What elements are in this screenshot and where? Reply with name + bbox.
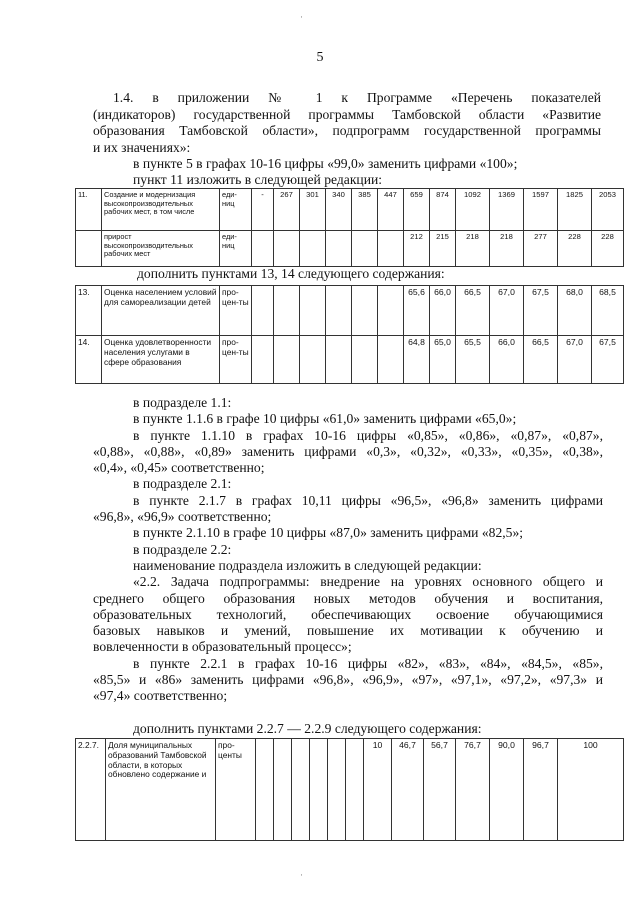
line-p11-text: пункт 11 изложить в следующей редакции:: [133, 172, 383, 187]
body-line: базовых навыков и умений, повышение их мотивации к обучению и: [93, 623, 603, 639]
value-cell: 228: [592, 231, 624, 267]
value-cell: [326, 231, 352, 267]
indicator-name-cell: Доля муниципальных образований Тамбовской области, в которых обновлено содержание и: [106, 739, 216, 841]
unit-cell: еди-ниц: [220, 189, 252, 231]
line-p11: [133, 172, 603, 188]
body-line: в пункте 2.2.1 в графах 10-16 цифры «82», «83», «84», «84,5», «85»,: [133, 655, 603, 671]
value-cell: [292, 739, 310, 841]
value-cell: -: [252, 189, 274, 231]
value-cell: 90,0: [490, 739, 524, 841]
value-cell: 340: [326, 189, 352, 231]
value-cell: 67,5: [592, 336, 624, 384]
value-cell: 46,7: [392, 739, 424, 841]
body-line: «85,5» и «86» заменить цифрами «96,8», «96,9», «97», «97,1», «97,2», «97,3» и: [93, 672, 603, 688]
value-cell: 215: [430, 231, 456, 267]
value-cell: 66,5: [456, 286, 490, 336]
body-line: в пункте 2.1.10 в графе 10 цифры «87,0» заменить цифрами «82,5»;: [133, 525, 524, 541]
intro-paragraph: [113, 90, 601, 106]
value-cell: 65,6: [404, 286, 430, 336]
row-number-cell: 2.2.7.: [76, 739, 106, 841]
indicator-name-cell: Оценка удовлетворенности населения услугами в сфере образования: [102, 336, 220, 384]
value-cell: 1092: [456, 189, 490, 231]
value-cell: 65,5: [456, 336, 490, 384]
row-number-cell: 14.: [76, 336, 102, 384]
value-cell: 68,5: [592, 286, 624, 336]
body-line: вовлеченности в образовательный процесс»;: [93, 639, 352, 655]
body-line: в подразделе 2.1:: [133, 476, 232, 492]
value-cell: [326, 336, 352, 384]
unit-cell: про-цен-ты: [220, 286, 252, 336]
value-cell: 277: [524, 231, 558, 267]
value-cell: 2053: [592, 189, 624, 231]
body-line: «0,4», «0,45» соответственно;: [93, 460, 265, 476]
table-row: [76, 286, 624, 336]
value-cell: 67,0: [558, 336, 592, 384]
page-number: 5: [316, 50, 324, 65]
value-cell: 447: [378, 189, 404, 231]
line-p5: [133, 156, 603, 172]
unit-cell: еди-ниц: [220, 231, 252, 267]
unit-cell: про-цен-ты: [220, 336, 252, 384]
value-cell: 218: [490, 231, 524, 267]
value-cell: [346, 739, 364, 841]
intro-line: (индикаторов) государственной программы Тамбовской области «Развитие: [93, 107, 601, 122]
table-row: [76, 231, 624, 267]
value-cell: [310, 739, 328, 841]
line-p5-text: в пункте 5 в графах 10-16 цифры «99,0» заменить цифрами «100»;: [133, 156, 518, 171]
value-cell: 66,0: [490, 336, 524, 384]
body-line: в подразделе 1.1:: [133, 395, 232, 410]
body-line: «0,88», «0,88», «0,89» заменить цифрами «0,3», «0,32», «0,33», «0,35», «0,38»,: [93, 443, 603, 459]
value-cell: [352, 231, 378, 267]
scan-speck: ·: [300, 870, 303, 880]
value-cell: [256, 739, 274, 841]
value-cell: 1825: [558, 189, 592, 231]
line-add227-text: дополнить пунктами 2.2.7 — 2.2.9 следующего содержания:: [133, 721, 482, 736]
body-line: в пункте 2.1.7 в графах 10,11 цифры «96,5», «96,8» заменить цифрами: [133, 492, 603, 508]
value-cell: [326, 286, 352, 336]
value-cell: [378, 286, 404, 336]
value-cell: 65,0: [430, 336, 456, 384]
value-cell: [300, 336, 326, 384]
value-cell: 56,7: [424, 739, 456, 841]
body-line: образовательных технологий, обеспечивающих освоение обучающимися: [93, 606, 603, 622]
body-line: «96,8», «96,9» соответственно;: [93, 509, 272, 525]
table-row: [76, 739, 624, 841]
line-add13-text: дополнить пунктами 13, 14 следующего содержания:: [137, 266, 445, 281]
intro-line: 1.4. в приложении № 1 к Программе «Перечень показателей: [113, 90, 601, 105]
value-cell: 64,8: [404, 336, 430, 384]
indicator-name-cell: прирост высокопроизводительных рабочих мест: [102, 231, 220, 267]
value-cell: [274, 336, 300, 384]
body-line: среднего общего образования новых методов обучения и воспитания,: [93, 590, 603, 606]
value-cell: 76,7: [456, 739, 490, 841]
table-row: [76, 336, 624, 384]
value-cell: [378, 336, 404, 384]
intro-line: образования Тамбовской области», подпрограмм государственной программы: [93, 123, 601, 139]
value-cell: [300, 231, 326, 267]
value-cell: [352, 336, 378, 384]
indicator-name-cell: Создание и модернизация высокопроизводительных рабочих мест, в том числе: [102, 189, 220, 231]
value-cell: 67,0: [490, 286, 524, 336]
value-cell: 874: [430, 189, 456, 231]
unit-cell: про-центы: [216, 739, 256, 841]
scan-speck: ·: [300, 12, 303, 22]
body-line: в пункте 1.1.10 в графах 10-16 цифры «0,85», «0,86», «0,87», «0,87»,: [133, 427, 603, 443]
body-text: [93, 395, 603, 705]
intro-paragraph-cont: [93, 107, 601, 156]
value-cell: [274, 739, 292, 841]
table-points-13-14: [75, 285, 624, 384]
value-cell: [300, 286, 326, 336]
value-cell: 212: [404, 231, 430, 267]
value-cell: 67,5: [524, 286, 558, 336]
value-cell: 66,5: [524, 336, 558, 384]
value-cell: 66,0: [430, 286, 456, 336]
body-line: «2.2. Задача подпрограммы: внедрение на уровнях основного общего и: [133, 574, 603, 590]
body-line: «97,4» соответственно;: [93, 688, 228, 704]
value-cell: 100: [558, 739, 624, 841]
table-row: [76, 189, 624, 231]
value-cell: [274, 231, 300, 267]
body-line: в пункте 1.1.6 в графе 10 цифры «61,0» заменить цифрами «65,0»;: [133, 411, 517, 427]
value-cell: 96,7: [524, 739, 558, 841]
value-cell: [328, 739, 346, 841]
value-cell: [274, 286, 300, 336]
body-line: наименование подраздела изложить в следующей редакции:: [133, 557, 482, 573]
value-cell: [378, 231, 404, 267]
value-cell: 267: [274, 189, 300, 231]
row-number-cell: 13.: [76, 286, 102, 336]
line-add13: [137, 266, 607, 282]
value-cell: 1369: [490, 189, 524, 231]
value-cell: 385: [352, 189, 378, 231]
body-line: в подразделе 2.2:: [133, 541, 232, 557]
value-cell: 68,0: [558, 286, 592, 336]
value-cell: 1597: [524, 189, 558, 231]
value-cell: 218: [456, 231, 490, 267]
line-add227: [133, 721, 603, 737]
row-number-cell: [76, 231, 102, 267]
table-point-2-2-7: [75, 738, 624, 841]
intro-line: и их значениях»:: [93, 139, 191, 155]
value-cell: [352, 286, 378, 336]
indicator-name-cell: Оценка населением условий для самореализации детей: [102, 286, 220, 336]
value-cell: 10: [364, 739, 392, 841]
table-point-11: [75, 188, 624, 267]
value-cell: 228: [558, 231, 592, 267]
value-cell: [252, 286, 274, 336]
value-cell: [252, 231, 274, 267]
value-cell: 301: [300, 189, 326, 231]
value-cell: 659: [404, 189, 430, 231]
value-cell: [252, 336, 274, 384]
row-number-cell: 11.: [76, 189, 102, 231]
